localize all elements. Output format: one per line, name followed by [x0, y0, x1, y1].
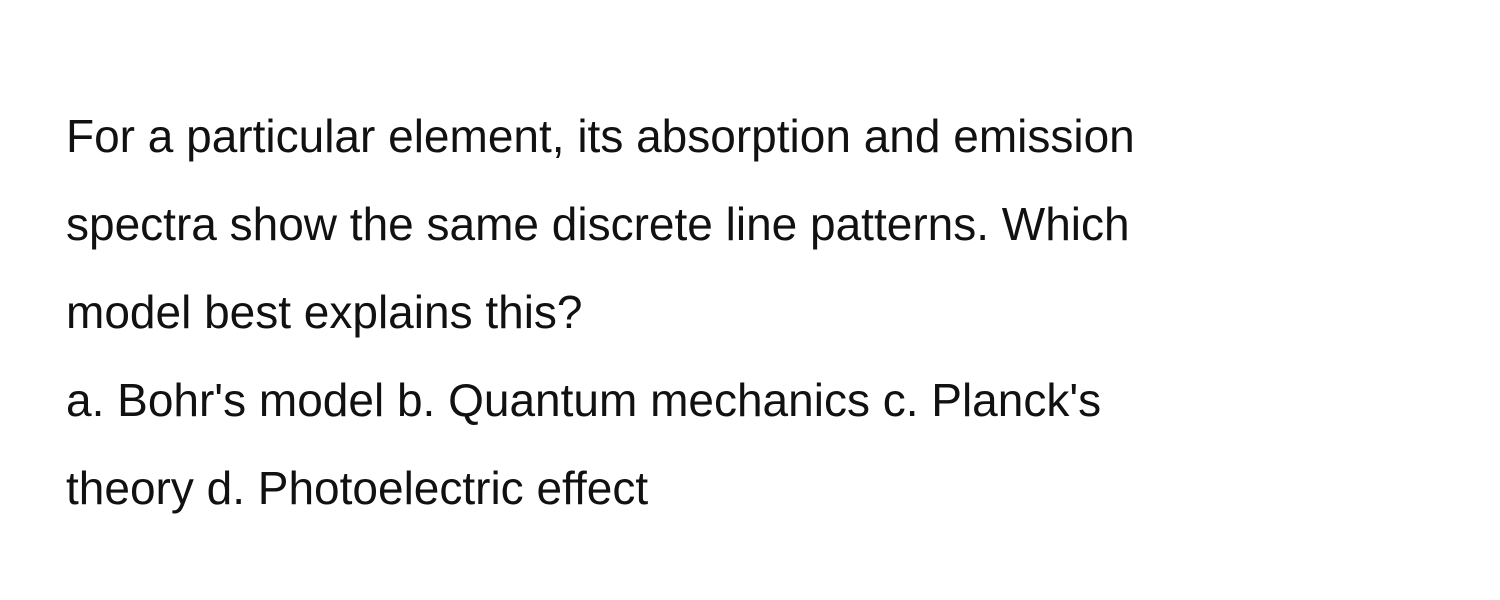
question-block: [66, 92, 1466, 532]
options-line-2: theory d. Photoelectric effect: [66, 462, 649, 514]
question-line-3: model best explains this?: [66, 286, 583, 338]
question-line-1: For a particular element, its absorption and emission: [66, 110, 1135, 162]
question-line-2: spectra show the same discrete line patterns. Which: [66, 198, 1130, 250]
options-line-1: a. Bohr's model b. Quantum mechanics c. Planck's: [66, 374, 1102, 426]
